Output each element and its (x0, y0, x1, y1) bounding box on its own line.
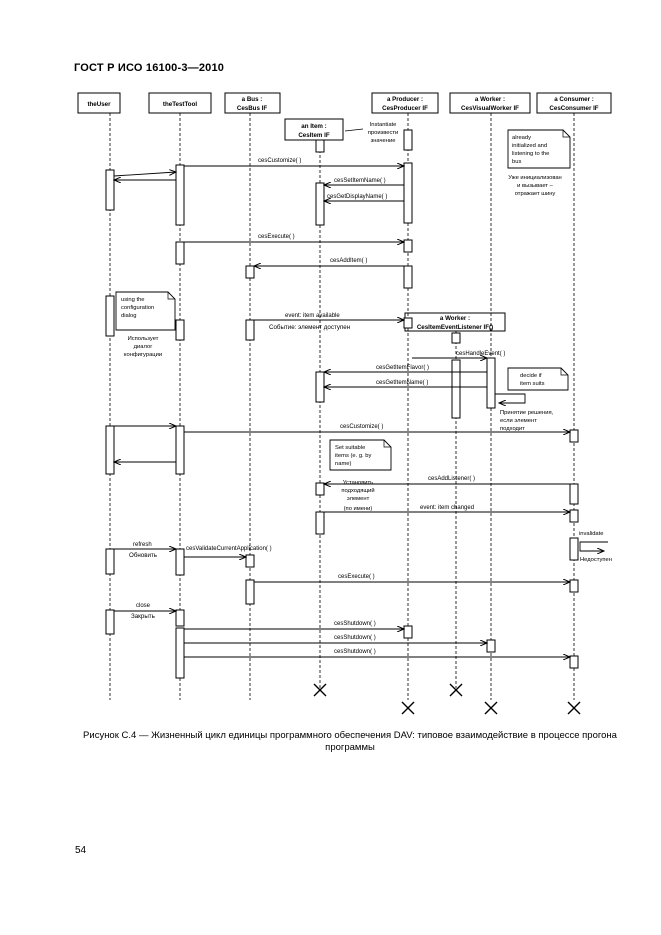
activation-bar (404, 163, 412, 223)
message-label-ru: Закрыть (131, 613, 155, 620)
message-label: cesExecute( ) (338, 574, 375, 580)
note-text: если элемент (500, 418, 537, 424)
message-label: event: item available (285, 313, 340, 319)
activation-bar (106, 610, 114, 634)
note-text: Уже инициализован (508, 175, 562, 181)
note-text: dialog (121, 313, 137, 319)
note-text: Установить (342, 480, 374, 486)
activation-bar (316, 372, 324, 402)
message-label-ru: Событие: элемент доступен (269, 324, 351, 331)
message-label: cesAddListener( ) (428, 476, 476, 482)
activation-bar (487, 640, 495, 652)
lifeline-label-consumer-2: CesConsumer IF (549, 105, 599, 112)
note-text: items (e. g. by (335, 453, 372, 459)
lifeline-label-event-listener-2: CesItemEventListener IF() (416, 324, 494, 331)
activation-bar (452, 333, 460, 343)
note-text: invalidate (579, 531, 604, 537)
note-text: bus (512, 159, 522, 165)
activation-bar (246, 555, 254, 567)
message-label: cesShutdown( ) (334, 649, 376, 655)
lifeline-label-producer-2: CesProducer IF (382, 105, 428, 112)
note-text: (по имени) (343, 506, 373, 512)
lifeline-label-item-1: an Item : (301, 123, 327, 130)
message-label: cesExecute( ) (258, 234, 295, 240)
activation-bar (106, 549, 114, 574)
destroy-marker (485, 702, 497, 714)
activation-bar (176, 426, 184, 474)
destroy-marker (450, 684, 462, 696)
activation-bar (404, 318, 412, 328)
message-label: cesShutdown( ) (334, 621, 376, 627)
activation-bar (570, 656, 578, 668)
lifeline-label-bus-2: CesBus IF (236, 105, 268, 112)
note-text: already (512, 135, 532, 141)
activation-bar (404, 130, 412, 150)
note-text: configuration (121, 305, 155, 311)
activation-bar (570, 510, 578, 522)
activation-bar (246, 580, 254, 604)
activation-bar (176, 549, 184, 575)
message-label: close (136, 603, 151, 609)
arrow-self-decide (495, 394, 525, 403)
note-text: listening to the (512, 151, 550, 157)
note-text: диалог (133, 344, 153, 350)
message-label: cesSetItemName( ) (334, 178, 386, 184)
destroy-marker (402, 702, 414, 714)
activation-bar (106, 296, 114, 336)
message-label: refresh (133, 542, 152, 548)
figure-caption: Рисунок С.4 — Жизненный цикл единицы программного обеспечения DAV: типовое взаимодействие в процессе прогона программы (83, 730, 617, 753)
activation-bar (176, 628, 184, 678)
note-text: Set suitable (335, 445, 366, 451)
note-text: initialized and (512, 143, 548, 149)
note-text: name) (335, 461, 352, 467)
message-label: cesAddItem( ) (330, 258, 368, 264)
note-text: значение (370, 138, 396, 144)
note-text: подходящий (341, 488, 375, 494)
lifeline-label-test-tool: theTestTool (162, 101, 198, 108)
note-text: отражает шину (514, 191, 556, 197)
activation-bar (316, 483, 324, 495)
note-text: конфигурации (123, 352, 163, 358)
lifeline-label-consumer-1: a Consumer : (554, 96, 594, 103)
activation-bar (176, 320, 184, 340)
destroy-marker (568, 702, 580, 714)
message-label: cesShutdown( ) (334, 635, 376, 641)
lifeline-label-worker-1: a Worker : (474, 96, 506, 103)
note-text: и вызывает – (517, 183, 553, 189)
note-text: Недоступен (580, 557, 612, 563)
activation-bar (570, 538, 578, 560)
activation-bar (246, 320, 254, 340)
arrow-call (114, 172, 176, 176)
note-text: Принятие решения, (500, 410, 554, 416)
activation-bar (176, 610, 184, 626)
lifeline-label-user: theUser (87, 101, 111, 108)
lifeline-label-event-listener-1: a Worker : (439, 315, 471, 322)
activation-bar (404, 626, 412, 638)
activation-bar (404, 266, 412, 288)
activation-bar (106, 170, 114, 210)
message-label: cesHandleEvent( ) (456, 351, 506, 357)
note-text: using the (121, 297, 145, 303)
activation-bar (404, 240, 412, 252)
activation-bar (316, 140, 324, 152)
message-label: cesGetItemName( ) (376, 380, 429, 386)
lifeline-label-bus-1: a Bus : (241, 96, 263, 103)
activation-bar (176, 242, 184, 264)
activation-bar (452, 360, 460, 418)
document-header: ГОСТ Р ИСО 16100-3—2010 (74, 62, 225, 74)
note-text: item suits (520, 381, 545, 387)
activation-bar (106, 426, 114, 474)
message-label: cesGetDisplayName( ) (327, 194, 388, 200)
note-text: Использует (127, 336, 159, 342)
message-label: cesCustomize( ) (258, 158, 302, 164)
activation-bar (570, 580, 578, 592)
message-label-ru: Обновить (129, 552, 158, 559)
arrow-self-invalidate (580, 542, 608, 551)
message-label: cesValidateCurrentApplication( ) (186, 546, 272, 552)
note-text: произвести (367, 130, 399, 136)
message-label: event: item changed (420, 505, 475, 511)
activation-bar (246, 266, 254, 278)
activation-bar (176, 165, 184, 225)
note-text: элемент (346, 496, 370, 502)
activation-bar (570, 430, 578, 442)
activation-bar (570, 484, 578, 504)
lifeline-label-producer-1: a Producer : (386, 96, 424, 103)
page-number: 54 (75, 845, 87, 856)
note-text: Instantiate (369, 122, 397, 128)
activation-bar (316, 183, 324, 225)
message-label: cesGetItemFlavor( ) (376, 365, 430, 371)
note-text: decide if (520, 373, 542, 379)
activation-bar (487, 358, 495, 408)
activation-bar (316, 512, 324, 534)
lifeline-label-worker-2: CesVisualWorker IF (461, 105, 519, 112)
message-label: cesCustomize( ) (340, 424, 384, 430)
note-connector (345, 129, 363, 131)
lifeline-label-item-2: CesItem IF (298, 132, 330, 139)
note-text: подходит (500, 426, 525, 432)
